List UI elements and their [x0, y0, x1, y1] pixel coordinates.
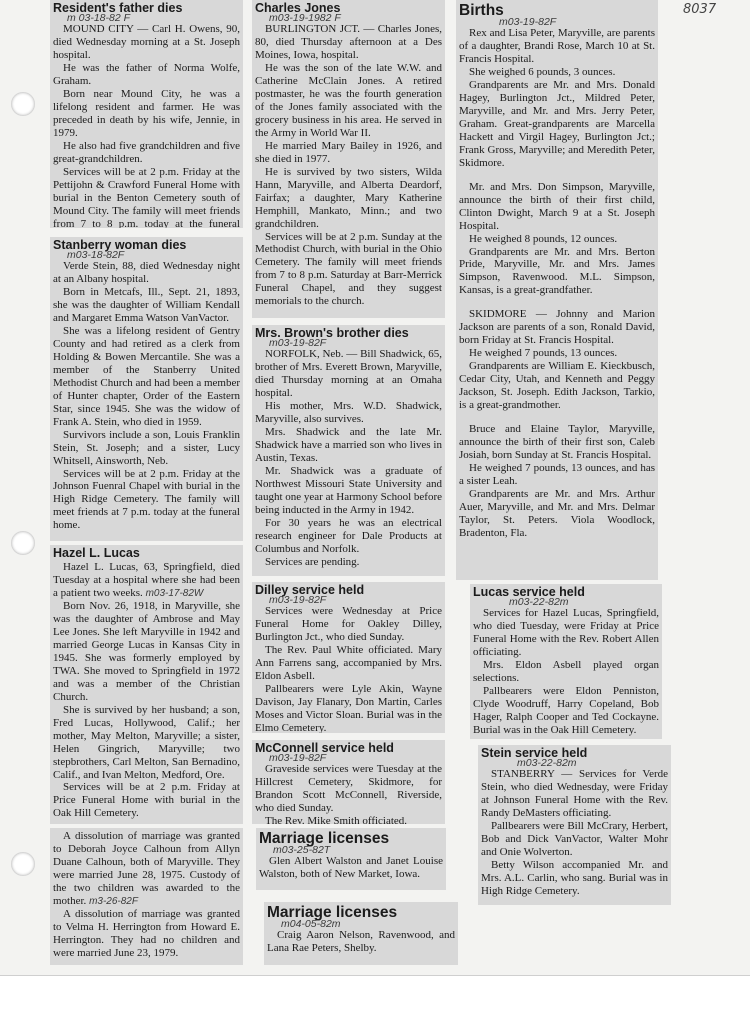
paragraph: He weighed 7 pounds, 13 ounces. [469, 347, 618, 360]
paragraph: He married Mary Bailey in 1926, and she died in 1977. [255, 139, 442, 165]
clipping-charles-jones [252, 0, 445, 318]
headline: Hazel L. Lucas [53, 546, 140, 560]
paragraph: Graveside services were Tuesday at the Hillcrest Cemetery, Skidmore, for Brandon Scott McConnell, Riverside, who died Sunday. [255, 763, 442, 814]
paragraph: SKIDMORE — Johnny and Marion Jackson are parents of a son, Ronald David, born Friday at St. Francis Hospital. [459, 308, 655, 347]
paragraph: She is survived by her husband; a son, Fred Lucas, Hollywood, Calif.; her mother, May Melton, Maryville; a sister, Helen Gingrich, Maryville; two stepbrothers, Carl Melton, San Bernadino, Calif., and Ivan Melton, Medford, Ore. [53, 703, 240, 781]
clipping-dilley-service [252, 582, 445, 733]
paragraph: Grandparents are William E. Kieckbusch, Cedar City, Utah, and Kenneth and Peggy Jackson, St. Joseph. Edith Jackson, Tarkio, is a great-grandmother. [459, 360, 655, 412]
paragraph: Pallbearers were Eldon Penniston, Clyde Woodruff, Harry Copeland, Bob Hager, Ralph Cooper and Ted Cockayne. Burial was in the Oak Hill Cemetery. [473, 684, 659, 736]
headline: McConnell service held [255, 741, 394, 755]
paragraph: He weighed 7 pounds, 13 ounces, and has a sister Leah. [459, 462, 655, 487]
headline: Charles Jones [255, 1, 341, 15]
article-body [255, 348, 442, 568]
paragraph: Bruce and Elaine Taylor, Maryville, announce the birth of their first son, Caleb Josiah, born Sunday at St. Francis Hospital. [459, 423, 655, 462]
article-body [481, 768, 668, 898]
paragraph: Mr. and Mrs. Don Simpson, Maryville, announce the birth of their first child, Clinton Dwight, March 9 at a St. Joseph Hospital. [459, 180, 655, 232]
page-number: 8037 [683, 2, 717, 17]
article-body [473, 607, 659, 737]
paragraph: MOUND CITY — Carl H. Owens, 90, died Wednesday morning at a St. Joseph hospital. [53, 23, 240, 61]
paragraph: She weighed 6 pounds, 3 ounces. [469, 65, 616, 78]
paragraph: Mrs. Eldon Asbell played organ selections. [473, 658, 659, 684]
paragraph: Born Nov. 26, 1918, in Maryville, she was the daughter of Ambrose and May Lee Jones. She left Maryville in 1942 and married George Lucas in Kansas City in 1945. She was formerly employed by TWA. She moved to Springfield in 1972 and was a member of the Christian Church. [53, 599, 240, 703]
paragraph: Verde Stein, 88, died Wednesday night at an Albany hospital. [53, 260, 240, 285]
headline: Marriage licenses [267, 904, 398, 921]
paragraph: Mr. Shadwick was a graduate of Northwest Missouri State University and taught one year at Harmony School before being inducted in the Army in 1942. [255, 464, 442, 516]
paragraph: She was a lifelong resident of Gentry County and had retired as a clerk from Holding & Bowen Mercantile. She was a member of the Stanberry United Methodist Church and had been a member of Hunter chapter, Order of the Eastern Star, since 1945. She was the widow of Frank A. Stein, who died in 1959. [53, 324, 240, 428]
paragraph: He also had five grandchildren and five great-grandchildren. [53, 139, 240, 165]
punch-hole [11, 531, 35, 555]
clipping-stanberry-woman [50, 237, 243, 541]
clipping-lucas-service [470, 584, 662, 739]
clipping-stein-service [478, 745, 671, 905]
paragraph: His mother, Mrs. W.D. Shadwick, Maryville, also survives. [255, 399, 442, 425]
paragraph: The Rev. Mike Smith officiated. [265, 814, 408, 824]
paragraph: Pallbearers were Bill McCrary, Herbert, Bob and Dick VanVactor, Walter Mohr and Onie Wolverton. [481, 819, 668, 858]
handwritten-date: m03-17-82W [145, 587, 204, 599]
paragraph: Craig Aaron Nelson, Ravenwood, and Lana Rae Peters, Shelby. [267, 929, 455, 954]
handwritten-date: m03-22-82m [517, 757, 577, 769]
paragraph: Services will be at 2 p.m. Friday at Price Funeral Home with burial in the Oak Hill Cemetery. [53, 781, 240, 820]
headline: Stein service held [481, 746, 588, 760]
paragraph: NORFOLK, Neb. — Bill Shadwick, 65, brother of Mrs. Everett Brown, Maryville, died Thursday morning at an Omaha hospital. [255, 348, 442, 399]
clipping-resident-father [50, 0, 243, 228]
clipping-brown-brother [252, 325, 445, 576]
handwritten-date: m04-05-82m [281, 918, 341, 930]
paragraph: Born in Metcafs, Ill., Sept. 21, 1893, she was the daughter of William Kendall and Margaret Emma Watson VanVactor. [53, 285, 240, 324]
clipping-hazel-lucas [50, 545, 243, 824]
paragraph: Pallbearers were Lyle Akin, Wayne Davison, Jay Flanary, Don Martin, Carles Moses and Victor Sloan. Burial was in the Elmo Cemetery. [255, 682, 442, 733]
paragraph: Survivors include a son, Louis Franklin Stein, St. Joseph; and a sister, Lucy Whitsell, Ainsworth, Neb. [53, 428, 240, 467]
article-body [53, 23, 240, 228]
headline: Marriage licenses [259, 830, 390, 847]
paragraph: Grandparents are Mr. and Mrs. Donald Hagey, Burlington Jct., Mildred Peter, Maryville, and Mr. and Mrs. Jerry Peter, Graham. Great-grandparents are Marcella Hackett and Virgil Hagey, Burlington Jct.; Frank Gross, Maryville; and Meredith Peter, Skidmore. [459, 78, 655, 169]
paragraph: BURLINGTON JCT. — Charles Jones, 80, died Thursday afternoon at a Des Moines, Iowa, hospital. [255, 23, 442, 61]
paragraph: Born near Mound City, he was a lifelong resident and farmer. He was preceded in death by his wife, Jennie, in 1979. [53, 87, 240, 139]
paragraph: Rex and Lisa Peter, Maryville, are parents of a daughter, Brandi Rose, March 10 at St. Francis Hospital. [459, 27, 655, 65]
article-body [255, 23, 442, 308]
headline: Dilley service held [255, 583, 365, 597]
paragraph: Grandparents are Mr. and Mrs. Arthur Auer, Maryville, and Mr. and Mrs. Delmar Taylor, St. Peters. Viola Woodlock, Bradenton, Fla. [459, 487, 655, 539]
paragraph: STANBERRY — Services for Verde Stein, who died Wednesday, were Friday at Johnson Funeral Home with the Rev. Randy DeMasters officiating. [481, 768, 668, 819]
handwritten-date: m03-22-82m [509, 596, 569, 608]
handwritten-date: m 03-18-82 F [67, 12, 131, 24]
paragraph: Mrs. Shadwick and the late Mr. Shadwick have a married son who lives in Austin, Texas. [255, 425, 442, 464]
article-body [255, 605, 442, 733]
paragraph: For 30 years he was an electrical research engineer for Dale Products at Columbus and Norfolk. [255, 516, 442, 555]
article-body [53, 600, 240, 820]
paragraph: Services will be at 2 p.m. Friday at the Johnson Fuenral Chapel with burial in the High Ridge Cemetery. The family will meet friends at 7 p.m. today at the funeral home. [53, 467, 240, 532]
paragraph: Grandparents are Mr. and Mrs. Berton Pride, Maryville, Mr. and Mrs. James Simpson, Ravenwood. M.L. Simpson, Kansas, is a great-grandfather. [459, 245, 655, 297]
paragraph: Services are pending. [265, 555, 360, 568]
paragraph: A dissolution of marriage was granted to Deborah Joyce Calhoun from Allyn Duane Calhoun, both of Maryville. They were married June 28, 1975. Custody of the two children was awarded to the mother. m3-26-82F [53, 830, 240, 907]
clipping-births [456, 0, 658, 580]
clipping-marriage-licenses-1 [256, 828, 446, 890]
clipping-dissolution [50, 828, 243, 965]
paragraph: A dissolution of marriage was granted to Velma H. Herrington from Howard E. Herrington. They had no children and were married June 23, 1979. [53, 907, 240, 959]
headline: Resident's father dies [53, 1, 183, 15]
paragraph: He was the son of the late W.W. and Catherine McClain Jones. A retired postmaster, he was the fourth generation of the Jones family associated with the grocery business in his area. He served in the Army in World War II. [255, 61, 442, 139]
handwritten-date: m03-19-1982 F [269, 12, 341, 24]
handwritten-date: m03-19-82F [269, 337, 327, 349]
paragraph: Glen Albert Walston and Janet Louise Walston, both of New Market, Iowa. [259, 855, 443, 880]
clipping-marriage-licenses-2 [264, 902, 458, 965]
headline: Births [459, 2, 504, 19]
handwritten-date: m03-25-82T [273, 844, 331, 856]
clipping-mcconnell-service [252, 740, 445, 824]
paragraph: Services will be at 2 p.m. Friday at the Pettijohn & Crawford Funeral Home with burial in the Benton Cemetery south of Mound City. The family will meet friends from 7 to 8 p.m. today at the funeral [53, 165, 240, 228]
paragraph: Services for Hazel Lucas, Springfield, who died Tuesday, were Friday at Price Funeral Home with the Rev. Robert Allen officiating. [473, 607, 659, 658]
punch-hole [11, 92, 35, 116]
paragraph: He weighed 8 pounds, 12 ounces. [469, 232, 618, 245]
handwritten-date: m3-26-82F [89, 895, 138, 907]
punch-hole [11, 852, 35, 876]
paragraph: He was the father of Norma Wolfe, Graham. [53, 61, 240, 87]
headline: Lucas service held [473, 585, 585, 599]
paragraph: The Rev. Paul White officiated. Mary Ann Farrens sang, accompanied by Mrs. Eldon Asbell. [255, 643, 442, 682]
article-body [459, 27, 655, 540]
handwritten-date: m03-19-82F [269, 752, 327, 764]
headline: Mrs. Brown's brother dies [255, 326, 409, 340]
handwritten-date: m03-19-82F [269, 594, 327, 606]
paragraph: Services will be at 2 p.m. Sunday at the Methodist Church, with burial in the Ohio Cemetery. The family will meet friends from 7 to 8 p.m. Saturday at Barr-Merrick Funeral Chapel, and they suggest memorials to the church. [255, 230, 442, 308]
paragraph: Hazel L. Lucas, 63, Springfield, died Tuesday at a hospital where she had been a patient two weeks. m03-17-82W [53, 561, 240, 599]
handwritten-date: m03-18-82F [67, 249, 125, 261]
paragraph: Betty Wilson accompanied Mr. and Mrs. A.L. Carlin, who sang. Burial was in High Ridge Cemetery. [481, 858, 668, 897]
paragraph: He is survived by two sisters, Wilda Hann, Maryville, and Alberta Deardorf, Fairfax; a daughter, Mary Katherine Hemphill, Mankato, Minn.; and two grandchildren. [255, 165, 442, 230]
article-body [255, 763, 442, 824]
paragraph: Services were Wednesday at Price Funeral Home for Oakley Dilley, Burlington Jct., who died Sunday. [255, 605, 442, 643]
handwritten-date: m03-19-82F [499, 16, 557, 28]
headline: Stanberry woman dies [53, 238, 187, 252]
article-body [53, 260, 240, 532]
